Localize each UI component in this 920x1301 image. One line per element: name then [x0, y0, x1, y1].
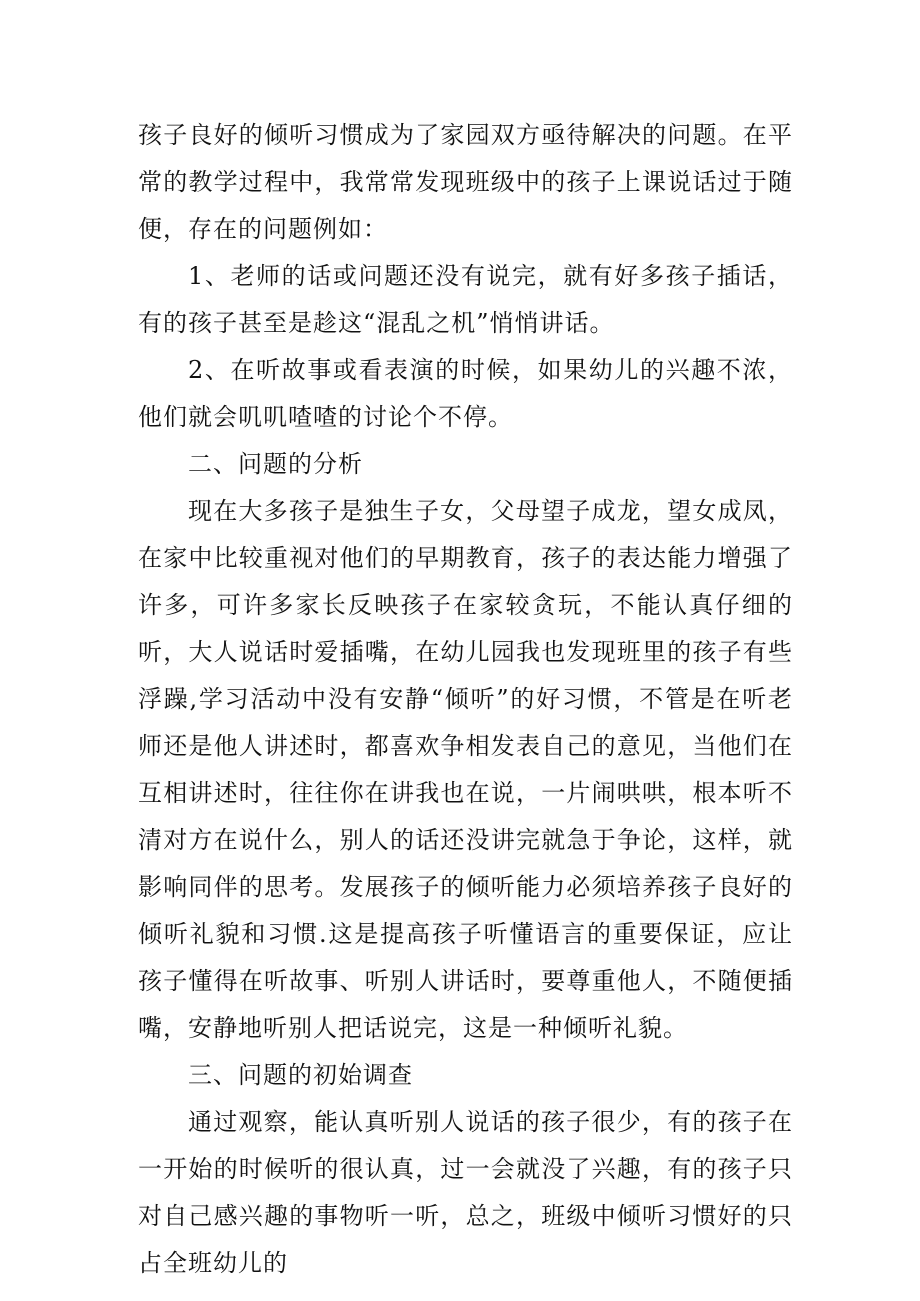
document-page [138, 112, 793, 1287]
paragraph-analysis: 现在大多孩子是独生子女，父母望子成龙，望女成凤，在家中比较重视对他们的早期教育，孩子的表达能力增强了许多，可许多家长反映孩子在家较贪玩，不能认真仔细的听，大人说话时爱插嘴，在幼儿园我也发现班里的孩子有些浮躁,学习活动中没有安静“倾听”的好习惯，不管是在听老师还是他人讲述时，都喜欢争相发表自己的意见，当他们在互相讲述时，往往你在讲我也在说，一片闹哄哄，根本听不清对方在说什么，别人的话还没讲完就急于争论，这样，就影响同伴的思考。发展孩子的倾听能力必须培养孩子良好的倾听礼貌和习惯.这是提高孩子听懂语言的重要保证，应让孩子懂得在听故事、听别人讲话时，要尊重他人，不随便插嘴，安静地听别人把话说完，这是一种倾听礼貌。 [138, 497, 793, 1042]
section-heading-analysis: 二、问题的分析 [188, 450, 363, 478]
paragraph-survey: 通过观察，能认真听别人说话的孩子很少，有的孩子在一开始的时候听的很认真，过一会就没了兴趣，有的孩子只对自己感兴趣的事物听一听，总之，班级中倾听习惯好的只占全班幼儿的 [138, 1108, 793, 1277]
section-heading-survey: 三、问题的初始调查 [188, 1061, 413, 1089]
paragraph-continuation: 孩子良好的倾听习惯成为了家园双方亟待解决的问题。在平常的教学过程中，我常常发现班级中的孩子上课说话过于随便，存在的问题例如： [138, 121, 793, 243]
paragraph-item-1: 1、老师的话或问题还没有说完，就有好多孩子插话，有的孩子甚至是趁这“混乱之机”悄悄讲话。 [138, 262, 793, 337]
paragraph-item-2: 2、在听故事或看表演的时候，如果幼儿的兴趣不浓，他们就会叽叽喳喳的讨论个不停。 [138, 356, 793, 431]
